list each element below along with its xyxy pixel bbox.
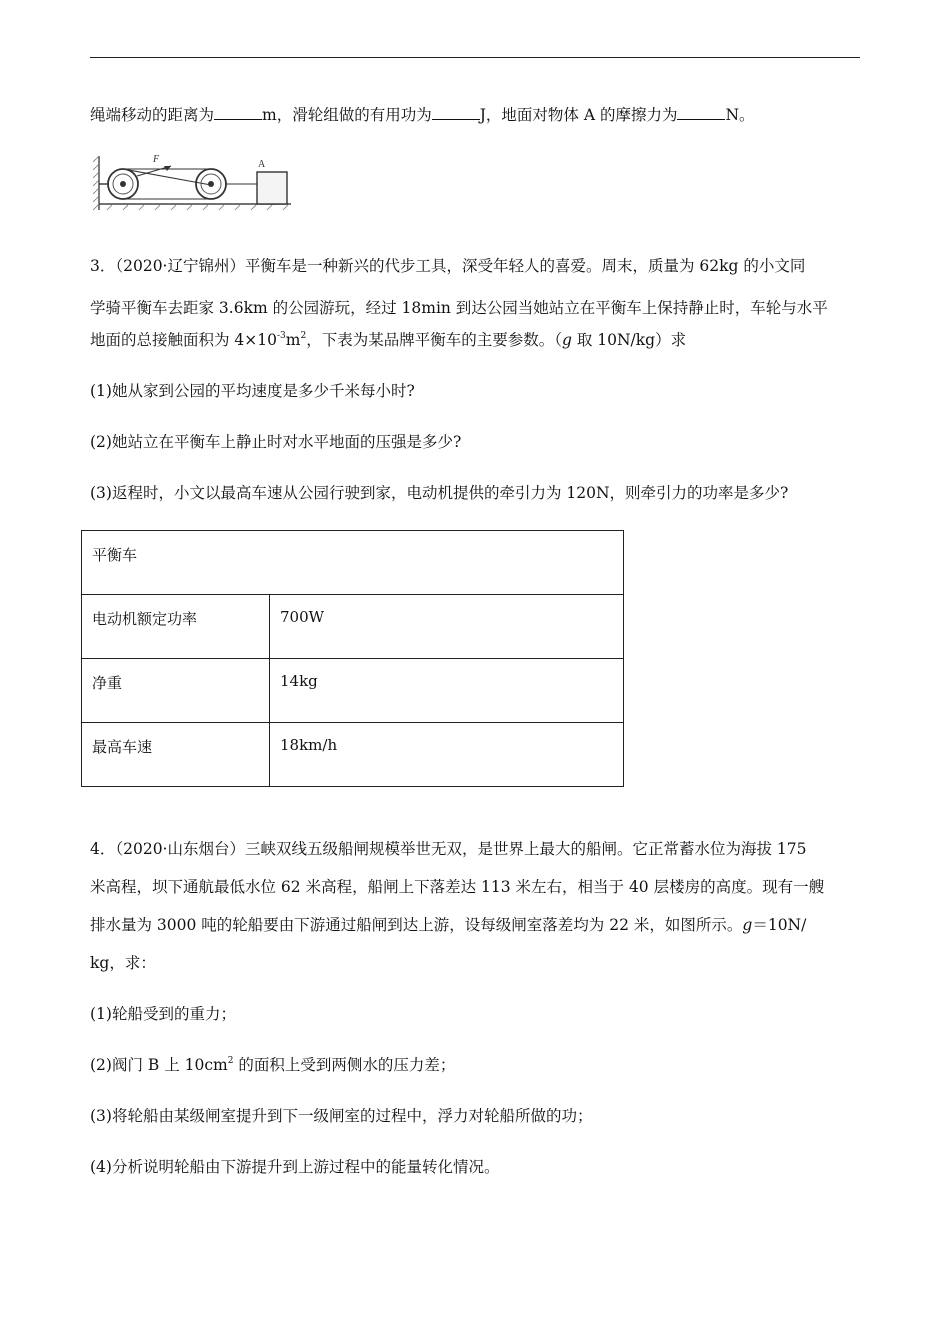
pulley-figure bbox=[93, 148, 295, 214]
movable-pulley-icon bbox=[196, 169, 226, 199]
table-cell-value: 18km/h bbox=[270, 723, 624, 787]
q4-sub4: (4)分析说明轮船由下游提升到上游过程中的能量转化情况。 bbox=[90, 1158, 500, 1176]
balance-car-table bbox=[81, 530, 624, 787]
blank-friction[interactable] bbox=[677, 103, 725, 120]
q3-sub1: (1)她从家到公园的平均速度是多少千米每小时? bbox=[90, 382, 415, 400]
q3-sub2: (2)她站立在平衡车上静止时对水平地面的压强是多少? bbox=[90, 433, 462, 451]
q3-sub3: (3)返程时，小文以最高车速从公园行驶到家，电动机提供的牵引力为 120N，则牵引力的功率是多少? bbox=[90, 484, 789, 502]
label-A: A bbox=[258, 159, 266, 170]
q4-sub2: (2)阀门 B 上 $10cm^2$ 的面积上受到两侧水的压力差； bbox=[90, 1056, 456, 1074]
label-F: F bbox=[153, 154, 160, 165]
q4-line3: 排水量为 3000 吨的轮船要由下游通过船闸到达上游，设每级闸室落差均为 22 米，如图所示。g＝10N/ bbox=[90, 916, 807, 934]
q3-line3: 地面的总接触面积为 $4\times 10^{-3}m^2$，下表为某品牌平衡车的主要参数。（g 取 10N/kg）求 bbox=[90, 331, 687, 349]
table-cell-label: 净重 bbox=[82, 659, 270, 723]
q4-line2: 米高程，坝下通航最低水位 62 米高程，船闸上下落差达 113 米左右，相当于 40 层楼房的高度。现有一艘 bbox=[90, 878, 825, 896]
table-row bbox=[82, 659, 624, 723]
table-cell-value: 14kg bbox=[270, 659, 624, 723]
rope bbox=[123, 166, 257, 199]
q2-fill-line: 绳端移动的距离为 m，滑轮组做的有用功为 J，地面对物体 A 的摩擦力为 N。 bbox=[90, 103, 860, 126]
table-row bbox=[82, 723, 624, 787]
q4-sub3: (3)将轮船由某级闸室提升到下一级闸室的过程中，浮力对轮船所做的功； bbox=[90, 1107, 593, 1125]
q3-line1: 3．（2020·辽宁锦州）平衡车是一种新兴的代步工具，深受年轻人的喜爱。周末，质量为 62kg 的小文同 bbox=[90, 257, 806, 275]
q4-sub1: (1)轮船受到的重力； bbox=[90, 1005, 236, 1023]
header-rule bbox=[90, 57, 860, 58]
block-A bbox=[257, 172, 287, 204]
q4-line4: kg，求： bbox=[90, 954, 156, 972]
table-cell-value: 700W bbox=[270, 595, 624, 659]
table-row bbox=[82, 595, 624, 659]
blank-useful-work[interactable] bbox=[432, 103, 480, 120]
table-header: 平衡车 bbox=[82, 531, 624, 595]
table-cell-label: 最高车速 bbox=[82, 723, 270, 787]
q3-line2: 学骑平衡车去距家 3.6km 的公园游玩，经过 18min 到达公园当她站立在平衡车上保持静止时，车轮与水平 bbox=[90, 299, 828, 317]
blank-distance[interactable] bbox=[214, 103, 262, 120]
table-cell-label: 电动机额定功率 bbox=[82, 595, 270, 659]
q4-line1: 4．（2020·山东烟台）三峡双线五级船闸规模举世无双，是世界上最大的船闸。它正常蓄水位为海拔 175 bbox=[90, 840, 807, 858]
fixed-pulley-icon bbox=[99, 169, 138, 199]
